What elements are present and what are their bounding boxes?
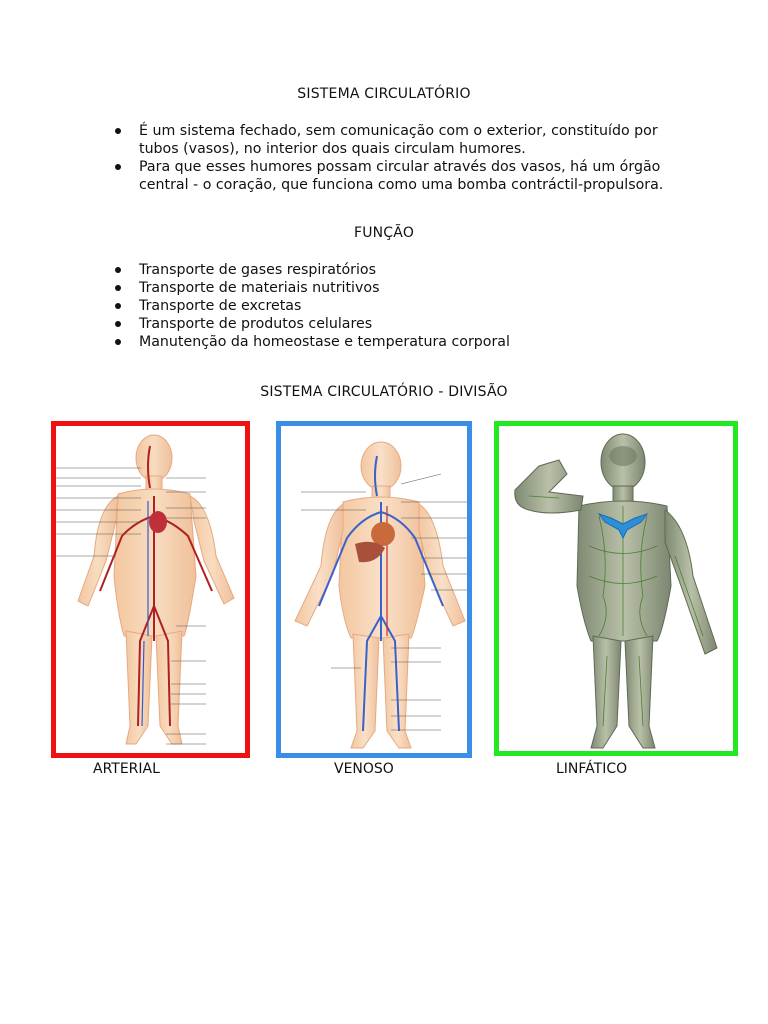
function-item: Transporte de produtos celulares	[112, 315, 692, 333]
venous-body-illustration	[281, 426, 467, 753]
intro-list	[112, 122, 692, 194]
intro-item: Para que esses humores possam circular através dos vasos, há um órgão central - o coração, que funciona como uma bomba contráctil-propulsora.	[112, 158, 692, 194]
page-title: SISTEMA CIRCULATÓRIO	[297, 86, 471, 102]
arterial-panel	[51, 421, 250, 758]
arterial-body-illustration	[56, 426, 245, 753]
lymphatic-caption: LINFÁTICO	[556, 761, 628, 777]
function-item: Transporte de gases respiratórios	[112, 261, 692, 279]
lymphatic-body-illustration	[499, 426, 733, 751]
venous-panel	[276, 421, 472, 758]
function-item: Transporte de materiais nutritivos	[112, 279, 692, 297]
function-item: Transporte de excretas	[112, 297, 692, 315]
function-list	[112, 261, 692, 351]
function-item: Manutenção da homeostase e temperatura corporal	[112, 333, 692, 351]
lymphatic-panel	[494, 421, 738, 756]
division-heading: SISTEMA CIRCULATÓRIO - DIVISÃO	[260, 384, 508, 400]
arterial-caption: ARTERIAL	[93, 761, 160, 777]
venous-caption: VENOSO	[334, 761, 394, 777]
function-heading: FUNÇÃO	[353, 225, 415, 241]
intro-item: É um sistema fechado, sem comunicação com o exterior, constituído por tubos (vasos), no interior dos quais circulam humores.	[112, 122, 692, 158]
